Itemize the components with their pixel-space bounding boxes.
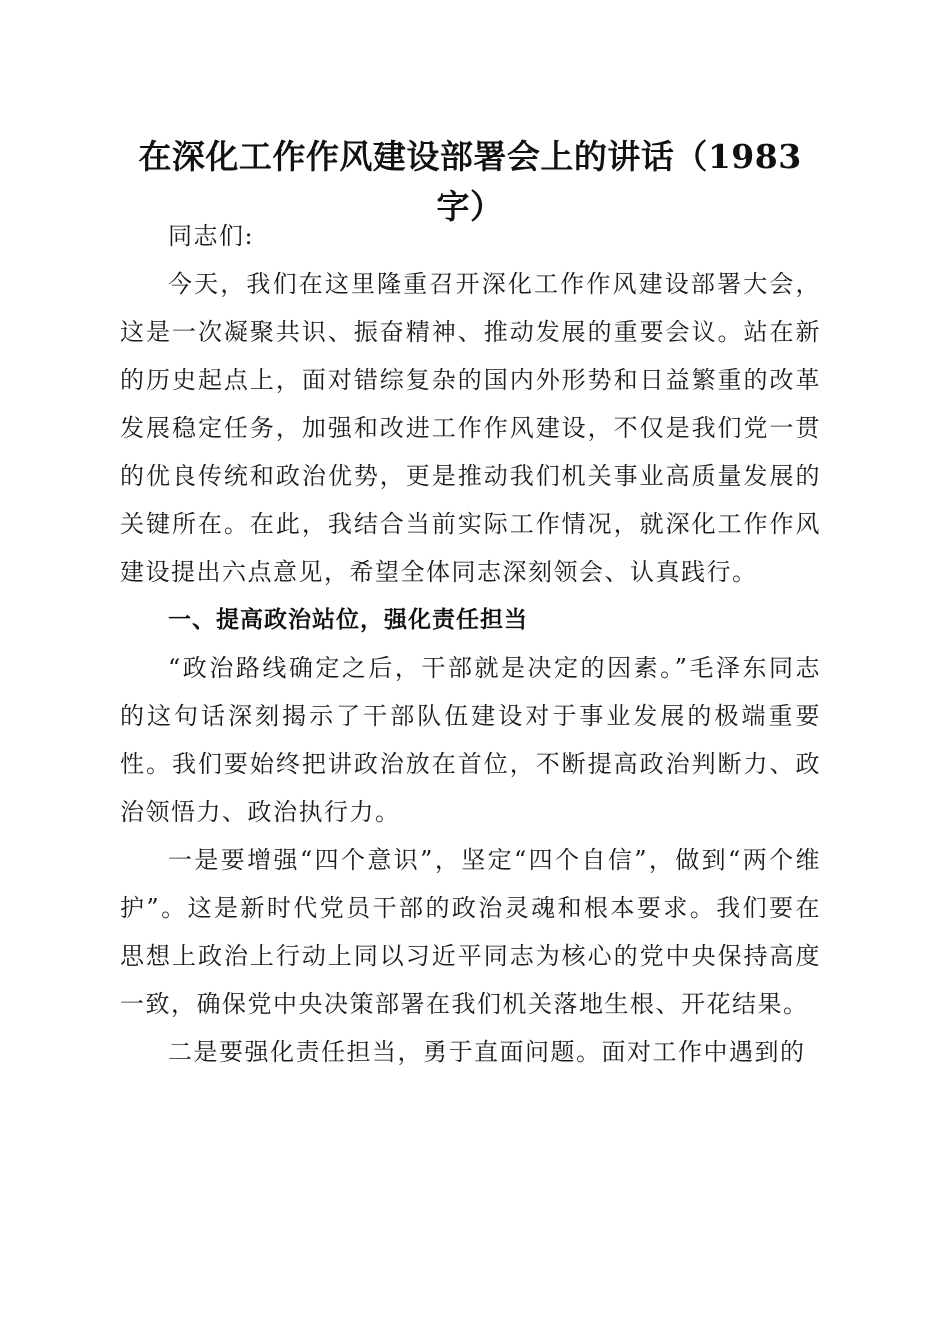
document-title: 在深化工作作风建设部署会上的讲话（1983字） [138,137,802,226]
section-1-paragraph: 二是要强化责任担当，勇于直面问题。面对工作中遇到的 [168,1038,806,1066]
salutation: 同志们: [168,222,255,250]
opening-paragraph: 今天，我们在这里隆重召开深化工作作风建设部署大会，这是一次凝聚共识、振奋精神、推动发展的重要会议。站在新的历史起点上，面对错综复杂的国内外形势和日益繁重的改革发展稳定任务，加强和改进工作作风建设，不仅是我们党一贯的优良传统和政治优势，更是推动我们机关事业高质量发展的关键所在。在此，我结合当前实际工作情况，就深化工作作风建设提出六点意见，希望全体同志深刻领会、认真践行。 [120,270,821,586]
section-1-paragraph: “政治路线确定之后，干部就是决定的因素。”毛泽东同志的这句话深刻揭示了干部队伍建设对于事业发展的极端重要性。我们要始终把讲政治放在首位，不断提高政治判断力、政治领悟力、政治执行力。 [120,654,821,826]
document-body [120,212,821,1076]
section-1-paragraph: 一是要增强“四个意识”，坚定“四个自信”，做到“两个维护”。这是新时代党员干部的政治灵魂和根本要求。我们要在思想上政治上行动上同以习近平同志为核心的党中央保持高度一致，确保党中央决策部署在我们机关落地生根、开花结果。 [120,846,821,1018]
section-heading-1: 一、提高政治站位，强化责任担当 [168,607,528,633]
